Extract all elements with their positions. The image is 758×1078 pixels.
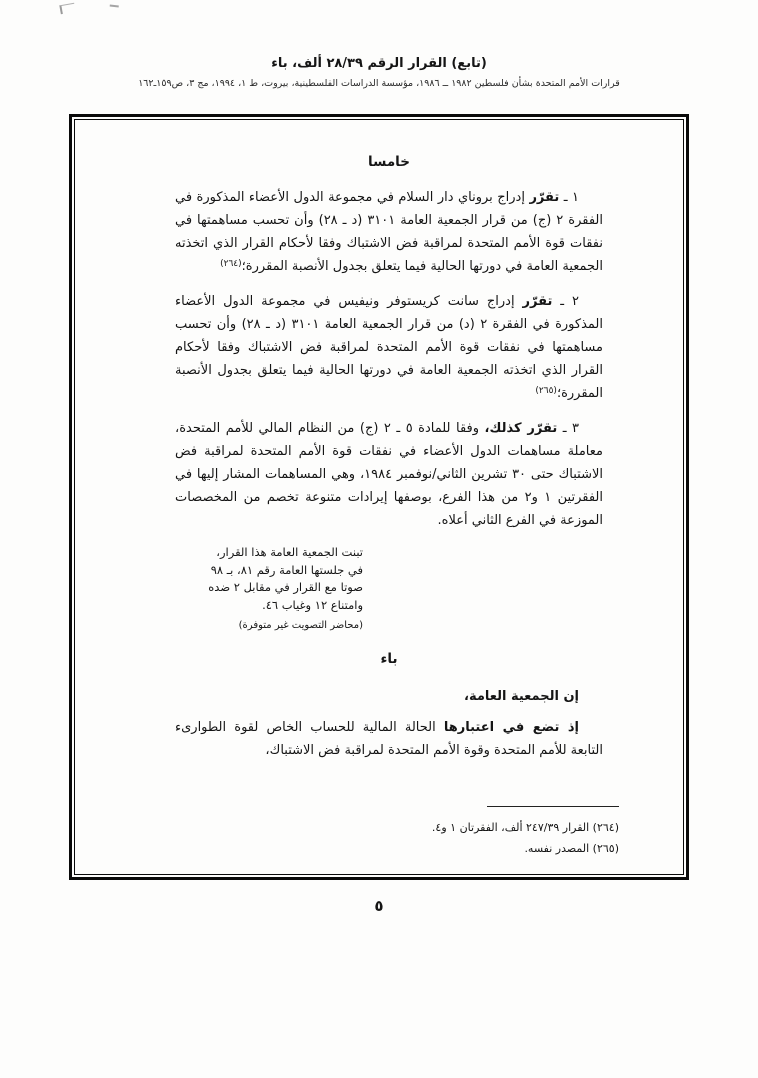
scan-artifact	[59, 3, 75, 14]
document-frame-inner	[74, 119, 684, 875]
paragraph-number: ١ ـ	[563, 190, 580, 205]
paragraph-text: وفقا للمادة ٥ ـ ٢ (ج) من النظام المالي للأمم المتحدة، معاملة مساهمات الدول الأعضاء في نفقات قوة الأمم المتحدة لمراقبة فض الاشتباك حتى ٣٠ تشرين الثاني/نوفمبر ١٩٨٤، وهي المساهمات المشار إليها في الفقرتين ١ و٢ من هذا الفرع، بوصفها إيرادات متنوعة تخصم من المخصصات الموزعة في الفرع الثاني أعلاه.	[175, 421, 604, 528]
part-heading: باء	[380, 650, 398, 667]
operative-verb: تقرّر	[522, 294, 553, 309]
operative-paragraph-3	[175, 417, 603, 532]
paragraph-text: إدراج سانت كريستوفر ونيفيس في مجموعة الدول الأعضاء المذكورة في الفقرة ٢ (د) من قرار الجمعية العامة ٣١٠١ (د ـ ٢٨) وأن تحسب مساهمتها في نفقات قوة الأمم المتحدة لمراقبة فض الاشتباك وفقا لأحكام القرار الذي اتخذته الجمعية العامة في دورتها الحالية فيما يتعلق بجدول الأنصبة المقررة؛	[175, 294, 603, 401]
footnote-number: (٢٦٤)	[592, 821, 619, 834]
footnote-separator-rule	[487, 806, 619, 807]
footnote-text: المصدر نفسه.	[524, 842, 590, 855]
footnote-number: (٢٦٥)	[592, 842, 619, 855]
adoption-note	[175, 544, 363, 635]
adoption-note-line: صوتا مع القرار في مقابل ٢ ضده	[208, 580, 363, 594]
preamble-text: الحالة المالية للحساب الخاص لقوة الطوارىء التابعة للأمم المتحدة وقوة الأمم المتحدة لمراقبة فض الاشتباك،	[175, 719, 603, 758]
paragraph-number: ٢ ـ	[560, 294, 579, 309]
paragraph-text: إدراج بروناي دار السلام في مجموعة الدول الأعضاء المذكورة في الفقرة ٢ (ج) من قرار الجمعية العامة ٣١٠١ (د ـ ٢٨) وأن تحسب مساهمتها في نفقات قوة الأمم المتحدة لمراقبة فض الاشتباك وفقا لأحكام القرار الذي اتخذته الجمعية العامة في دورتها الحالية فيما يتعلق بجدول الأنصبة المقررة؛	[175, 190, 603, 274]
preamble-intro: إن الجمعية العامة،	[464, 688, 579, 704]
footnotes-section	[131, 802, 619, 860]
section-heading: خامسا	[368, 154, 410, 170]
resolution-title: (تابع) القرار الرقم ٢٨/٣٩ ألف، باء	[271, 56, 487, 71]
adoption-note-disclaimer: (محاضر التصويت غير متوفرة)	[238, 620, 363, 631]
preamble-lead: إذ تضع في اعتبارها	[443, 719, 579, 735]
document-frame	[69, 114, 689, 880]
source-citation: قرارات الأمم المتحدة بشأن فلسطين ١٩٨٢ ــ ١٩٨٦، مؤسسة الدراسات الفلسطينية، بيروت، ط ١، ١٩٩٤، مج ٣، ص١٥٩ـ١٦٢	[138, 78, 620, 89]
footnote-reference: (٢٦٤)	[220, 259, 242, 269]
operative-verb: تقرّر	[529, 190, 560, 205]
preamble-paragraph	[175, 716, 603, 762]
operative-paragraph-2	[175, 290, 603, 405]
adoption-note-line: في جلستها العامة رقم ٨١، بـ ٩٨	[210, 562, 363, 577]
operative-paragraph-1	[175, 186, 603, 278]
page-number: ٥	[374, 897, 384, 915]
page-header	[0, 56, 758, 89]
adoption-note-line: وامتناع ١٢ وغياب ٤٦.	[262, 597, 363, 612]
footnote-reference: (٢٦٥)	[535, 386, 557, 396]
operative-verb: تقرّر كذلك،	[484, 421, 558, 436]
footnote-1	[131, 818, 619, 837]
adoption-note-line: تبنت الجمعية العامة هذا القرار،	[216, 545, 363, 559]
footnote-2	[131, 839, 619, 858]
scan-artifact	[110, 0, 120, 7]
paragraph-number: ٣ ـ	[562, 421, 579, 436]
footnote-text: القرار ٢٤٧/٣٩ ألف، الفقرتان ١ و٤.	[431, 821, 590, 834]
